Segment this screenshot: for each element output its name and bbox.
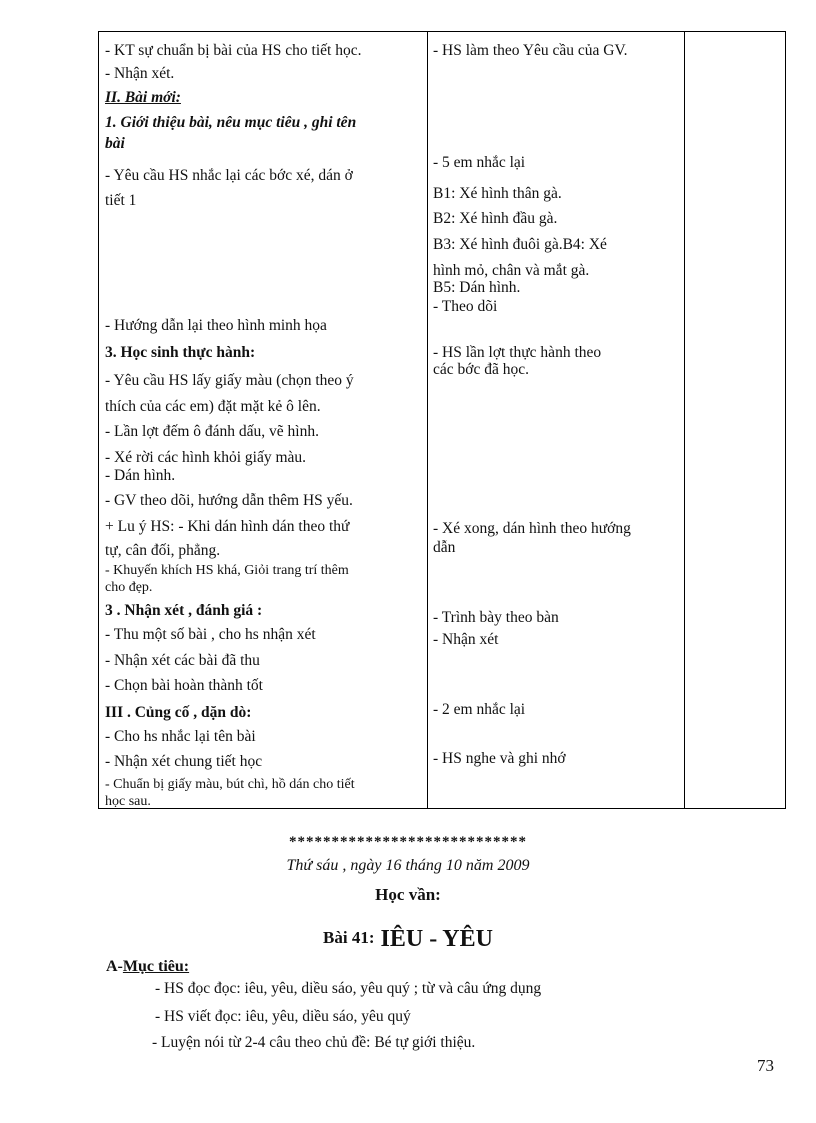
col1-line: - Chuẩn bị giấy màu, bút chì, hồ dán cho tiết (105, 777, 355, 792)
col1-line: - Nhận xét. (105, 65, 175, 82)
col1-line: - Dán hình. (105, 467, 176, 484)
col2-line: hình mỏ, chân và mắt gà. (433, 262, 590, 279)
col1-line: học sau. (105, 794, 151, 809)
col1-line: - KT sự chuẩn bị bài của HS cho tiết học. (105, 42, 362, 59)
col2-line: B2: Xé hình đầu gà. (433, 210, 558, 227)
separator-stars: **************************** (289, 834, 527, 850)
col1-line: tự, cân đối, phẳng. (105, 542, 221, 559)
col1-line: thích của các em) đặt mặt kẻ ô lên. (105, 398, 321, 415)
section-heading-intro: 1. Giới thiệu bài, nêu mục tiêu , ghi tên (105, 114, 357, 131)
col2-line: - HS làm theo Yêu cầu của GV. (433, 42, 628, 59)
section-heading-consolidation: III . Củng cố , dặn dò: (105, 704, 252, 721)
col1-line: - GV theo dõi, hướng dẫn thêm HS yếu. (105, 492, 353, 509)
col1-line: - Cho hs nhắc lại tên bài (105, 728, 256, 745)
lesson-date: Thứ sáu , ngày 16 tháng 10 năm 2009 (286, 857, 530, 874)
col1-line: - Nhận xét chung tiết học (105, 753, 263, 770)
notes-column (685, 32, 786, 809)
objectives-heading (106, 958, 189, 976)
teacher-activities-column (99, 32, 428, 809)
objectives-title: Mục tiêu: (122, 958, 190, 975)
col2-line: dẫn (433, 539, 456, 556)
objective-item: - HS đọc đọc: iêu, yêu, diều sáo, yêu quý ; từ và câu ứng dụng (155, 980, 542, 997)
col1-line: - Thu một số bài , cho hs nhận xét (105, 626, 316, 643)
objective-item: - HS viết đọc: iêu, yêu, diều sáo, yêu quý (155, 1008, 411, 1025)
student-activities-column (428, 32, 685, 809)
col2-line: - Trình bày theo bàn (433, 609, 559, 626)
lesson-title (0, 926, 816, 953)
objectives-prefix: A- (106, 958, 123, 975)
col2-line: - HS lần lợt thực hành theo (433, 344, 602, 361)
col1-line: - Khuyến khích HS khá, Giỏi trang trí thêm (105, 563, 349, 578)
col1-line: - Hướng dẫn lại theo hình minh họa (105, 317, 327, 334)
objective-item: - Luyện nói từ 2-4 câu theo chủ đề: Bé tự giới thiệu. (152, 1034, 476, 1051)
col2-line: - 2 em nhắc lại (433, 701, 526, 718)
section-heading-practice: 3. Học sinh thực hành: (105, 344, 256, 361)
col2-line: - 5 em nhắc lại (433, 154, 526, 171)
col1-line: - Yêu cầu HS lấy giấy màu (chọn theo ý (105, 372, 354, 389)
col2-line: B5: Dán hình. (433, 279, 521, 296)
col2-line: - Nhận xét (433, 631, 499, 648)
col2-line: - Theo dõi (433, 298, 498, 315)
col2-line: - Xé xong, dán hình theo hướng (433, 520, 631, 537)
col1-line: - Nhận xét các bài đã thu (105, 652, 260, 669)
col1-line: - Yêu cầu HS nhắc lại các bớc xé, dán ở (105, 167, 353, 184)
page-number: 73 (757, 1056, 774, 1075)
col1-line: - Xé rời các hình khỏi giấy màu. (105, 449, 307, 466)
col2-line: các bớc đã học. (433, 361, 529, 378)
section-heading-new-lesson: II. Bài mới: (105, 89, 181, 106)
col1-line: - Lần lợt đếm ô đánh dấu, vẽ hình. (105, 423, 319, 440)
col1-line: cho đẹp. (105, 580, 153, 595)
col2-line: - HS nghe và ghi nhớ (433, 750, 566, 767)
col1-line: - Chọn bài hoàn thành tốt (105, 677, 263, 694)
lesson-name: IÊU - YÊU (380, 926, 493, 952)
lesson-number: Bài 41: (323, 928, 375, 947)
col1-line: + Lu ý HS: - Khi dán hình dán theo thứ (105, 518, 350, 535)
col2-line: B1: Xé hình thân gà. (433, 185, 562, 202)
section-heading-intro-cont: bài (105, 135, 125, 152)
subject-heading: Học vần: (375, 885, 441, 904)
section-heading-review: 3 . Nhận xét , đánh giá : (105, 602, 263, 619)
lesson-plan-table (98, 31, 786, 809)
col2-line: B3: Xé hình đuôi gà.B4: Xé (433, 236, 607, 253)
col1-line: tiết 1 (105, 192, 137, 209)
